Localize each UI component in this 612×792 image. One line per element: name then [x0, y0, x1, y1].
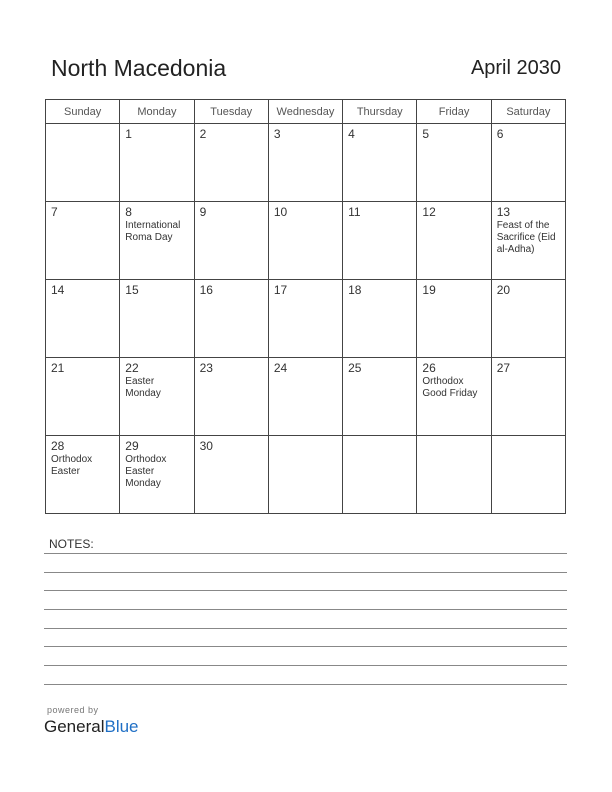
day-number: 29	[125, 439, 139, 453]
holiday-label: Orthodox Easter Monday	[125, 454, 167, 489]
day-number: 20	[496, 283, 511, 297]
week-row	[46, 124, 566, 202]
calendar-grid	[45, 99, 566, 514]
week-row	[46, 436, 566, 514]
day-cell	[343, 124, 417, 202]
day-cell	[343, 280, 417, 358]
day-cell	[343, 202, 417, 280]
holiday-label: Easter Monday	[125, 376, 161, 399]
day-cell	[417, 358, 491, 436]
day-number: 13	[496, 205, 511, 219]
day-cell	[343, 436, 417, 514]
note-line	[44, 609, 567, 610]
holiday-label: Orthodox Good Friday	[422, 376, 478, 399]
note-line	[44, 628, 567, 629]
day-cell	[491, 202, 565, 280]
day-number: 25	[348, 361, 362, 375]
day-number: 26	[422, 361, 436, 375]
day-number: 10	[273, 205, 288, 219]
day-cell	[268, 202, 342, 280]
day-number: 21	[51, 361, 65, 375]
week-row	[46, 358, 566, 436]
weekday-monday: Monday	[120, 100, 194, 124]
powered-by-text: powered by	[47, 705, 99, 715]
day-cell	[268, 436, 342, 514]
day-cell	[194, 124, 268, 202]
note-line	[44, 684, 567, 685]
day-number: 1	[125, 127, 132, 141]
month-title: April 2030	[470, 57, 561, 79]
day-number: 24	[273, 361, 288, 375]
weekday-saturday: Saturday	[491, 100, 565, 124]
day-cell	[417, 124, 491, 202]
brand-blue: Blue	[104, 717, 139, 736]
holiday-label: Feast of the Sacrifice (Eid al-Adha)	[496, 220, 556, 255]
day-cell	[491, 280, 565, 358]
day-cell	[120, 358, 194, 436]
day-cell	[46, 202, 120, 280]
day-number: 14	[51, 283, 65, 297]
day-cell	[417, 202, 491, 280]
day-number: 2	[199, 127, 207, 141]
day-number: 9	[199, 205, 207, 219]
day-number: 3	[273, 127, 281, 141]
day-cell	[491, 436, 565, 514]
holiday-label: International Roma Day	[125, 220, 181, 243]
day-number: 12	[422, 205, 436, 219]
day-cell	[417, 280, 491, 358]
note-line	[44, 553, 567, 554]
note-line	[44, 646, 567, 647]
day-cell	[491, 124, 565, 202]
weekday-header-row	[46, 100, 566, 124]
day-number: 5	[422, 127, 430, 141]
day-number: 17	[273, 283, 288, 297]
day-cell	[268, 124, 342, 202]
day-cell	[120, 280, 194, 358]
note-line	[44, 665, 567, 666]
weekday-tuesday: Tuesday	[194, 100, 268, 124]
day-cell	[120, 436, 194, 514]
day-cell	[120, 124, 194, 202]
day-cell	[417, 436, 491, 514]
brand-general: General	[44, 717, 105, 736]
weekday-thursday: Thursday	[343, 100, 417, 124]
day-number: 30	[199, 439, 213, 453]
day-cell	[46, 436, 120, 514]
day-number: 8	[125, 205, 132, 219]
weekday-sunday: Sunday	[46, 100, 120, 124]
day-number: 23	[199, 361, 213, 375]
day-number: 27	[496, 361, 511, 375]
day-cell	[491, 358, 565, 436]
weekday-wednesday: Wednesday	[268, 100, 342, 124]
note-line	[44, 572, 567, 573]
weekday-friday: Friday	[417, 100, 491, 124]
day-cell	[268, 280, 342, 358]
day-number: 19	[422, 283, 436, 297]
day-cell	[46, 358, 120, 436]
country-title: North Macedonia	[51, 55, 227, 81]
week-row	[46, 280, 566, 358]
day-cell	[194, 280, 268, 358]
day-number: 28	[51, 439, 65, 453]
day-cell	[194, 358, 268, 436]
day-cell	[268, 358, 342, 436]
day-number: 16	[199, 283, 213, 297]
week-row	[46, 202, 566, 280]
day-cell	[194, 436, 268, 514]
notes-label: NOTES:	[49, 537, 94, 551]
note-line	[44, 590, 567, 591]
day-cell	[120, 202, 194, 280]
day-cell	[46, 280, 120, 358]
day-number: 18	[348, 283, 362, 297]
day-cell	[343, 358, 417, 436]
generalblue-logo[interactable]	[44, 717, 139, 737]
day-number: 22	[125, 361, 139, 375]
day-number: 11	[348, 205, 361, 219]
day-number: 6	[496, 127, 504, 141]
day-number: 7	[51, 205, 58, 219]
day-cell	[46, 124, 120, 202]
day-number: 4	[348, 127, 355, 141]
day-cell	[194, 202, 268, 280]
day-number: 15	[125, 283, 139, 297]
holiday-label: Orthodox Easter	[51, 454, 93, 477]
